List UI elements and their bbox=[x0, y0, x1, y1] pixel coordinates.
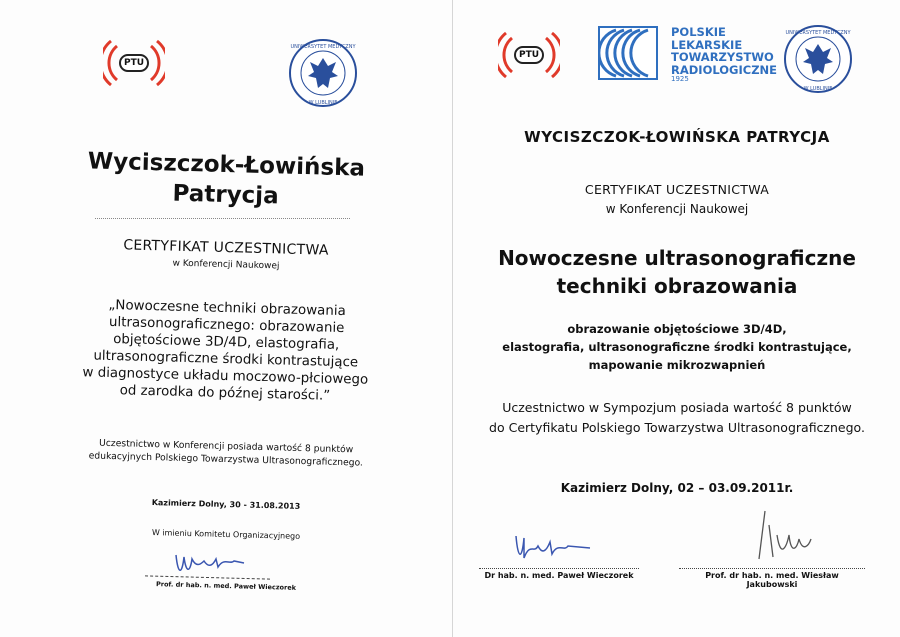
title-line: Nowoczesne ultrasonograficzne bbox=[498, 246, 856, 270]
conference-label: w Konferencji Naukowej bbox=[605, 202, 749, 216]
radiology-society-logo bbox=[598, 26, 658, 80]
participant-name bbox=[0, 144, 453, 216]
subtopic-line: obrazowanie objętościowe 3D/4D, bbox=[567, 322, 787, 336]
certificate-title: CERTYFIKAT UCZESTNICTWA bbox=[123, 237, 329, 259]
on-behalf-label: W imieniu Komitetu Organizacyjnego bbox=[151, 528, 301, 541]
divider bbox=[95, 218, 350, 219]
topic-line: w diagnostyce układu moczowo-płciowego bbox=[82, 365, 369, 388]
topic-line: ultrasonograficzne środki kontrastujące bbox=[93, 348, 359, 371]
certificate-right bbox=[452, 0, 900, 637]
ptu-logo-text: PTU bbox=[514, 46, 544, 64]
subtopic-line: mapowanie mikrozwapnień bbox=[588, 358, 766, 372]
points-line: edukacyjnych Polskiego Towarzystwa Ultrasonograficznego. bbox=[88, 450, 364, 469]
points-line: Uczestnictwo w Sympozjum posiada wartość 8 punktów bbox=[502, 400, 852, 415]
ptu-logo bbox=[103, 38, 165, 88]
conference-label: w Konferencji Naukowej bbox=[172, 258, 280, 272]
signature-line bbox=[145, 575, 270, 579]
conference-subtopics bbox=[453, 320, 900, 374]
signature-image-2 bbox=[753, 505, 823, 565]
signature-image bbox=[170, 545, 250, 577]
conference-topic bbox=[0, 294, 453, 408]
university-seal bbox=[288, 38, 358, 108]
topic-line: od zarodka do późnej starości.” bbox=[119, 383, 331, 404]
participant-name: WYCISZCZOK-ŁOWIŃSKA PATRYCJA bbox=[524, 128, 830, 146]
points-note bbox=[453, 398, 900, 438]
topic-line: ultrasonograficznego: obrazowanie bbox=[108, 314, 345, 337]
signer-name: Prof. dr hab. n. med. Paweł Wieczorek bbox=[155, 580, 297, 592]
topic-line: objętościowe 3D/4D, elastografia, bbox=[112, 332, 340, 353]
points-line: do Certyfikatu Polskiego Towarzystwa Ultrasonograficznego. bbox=[489, 420, 865, 435]
ptu-logo bbox=[498, 30, 560, 80]
signer-name-2: Prof. dr hab. n. med. Wiesław Jakubowski bbox=[679, 568, 865, 589]
points-line: Uczestnictwo w Konferencji posiada wartość 8 punktów bbox=[98, 437, 354, 456]
signature-image-1 bbox=[508, 528, 598, 564]
signer-name-1: Dr hab. n. med. Paweł Wieczorek bbox=[479, 568, 639, 580]
participant-name-line1: Wyciszczok-Łowińska bbox=[87, 148, 366, 182]
svg-text:UNIWERSYTET MEDYCZNY: UNIWERSYTET MEDYCZNY bbox=[785, 30, 851, 36]
university-seal bbox=[783, 24, 853, 94]
radiology-name-line: LEKARSKIE bbox=[671, 37, 743, 52]
participant-name-line2: Patrycja bbox=[172, 180, 279, 210]
event-date: Kazimierz Dolny, 02 – 03.09.2011r. bbox=[560, 481, 794, 495]
event-date: Kazimierz Dolny, 30 - 31.08.2013 bbox=[151, 498, 301, 511]
svg-text:W LUBLINIE: W LUBLINIE bbox=[803, 86, 833, 92]
topic-line: „Nowoczesne techniki obrazowania bbox=[108, 297, 346, 320]
radiology-name-line: TOWARZYSTWO bbox=[671, 50, 774, 64]
ptu-logo-text: PTU bbox=[119, 54, 149, 72]
radiology-society-year: 1925 bbox=[671, 75, 689, 83]
svg-text:UNIWERSYTET MEDYCZNY: UNIWERSYTET MEDYCZNY bbox=[290, 44, 356, 50]
subtopic-line: elastografia, ultrasonograficzne środki kontrastujące, bbox=[502, 340, 852, 354]
certificate-title: CERTYFIKAT UCZESTNICTWA bbox=[584, 182, 770, 197]
points-note bbox=[0, 434, 452, 472]
radiology-society-name bbox=[671, 26, 777, 76]
svg-text:W LUBLINIE: W LUBLINIE bbox=[308, 100, 338, 106]
radiology-name-line: POLSKIE bbox=[671, 25, 726, 39]
conference-title bbox=[453, 244, 900, 300]
radiology-name-line: RADIOLOGICZNE bbox=[671, 62, 778, 77]
title-line: techniki obrazowania bbox=[556, 274, 798, 298]
